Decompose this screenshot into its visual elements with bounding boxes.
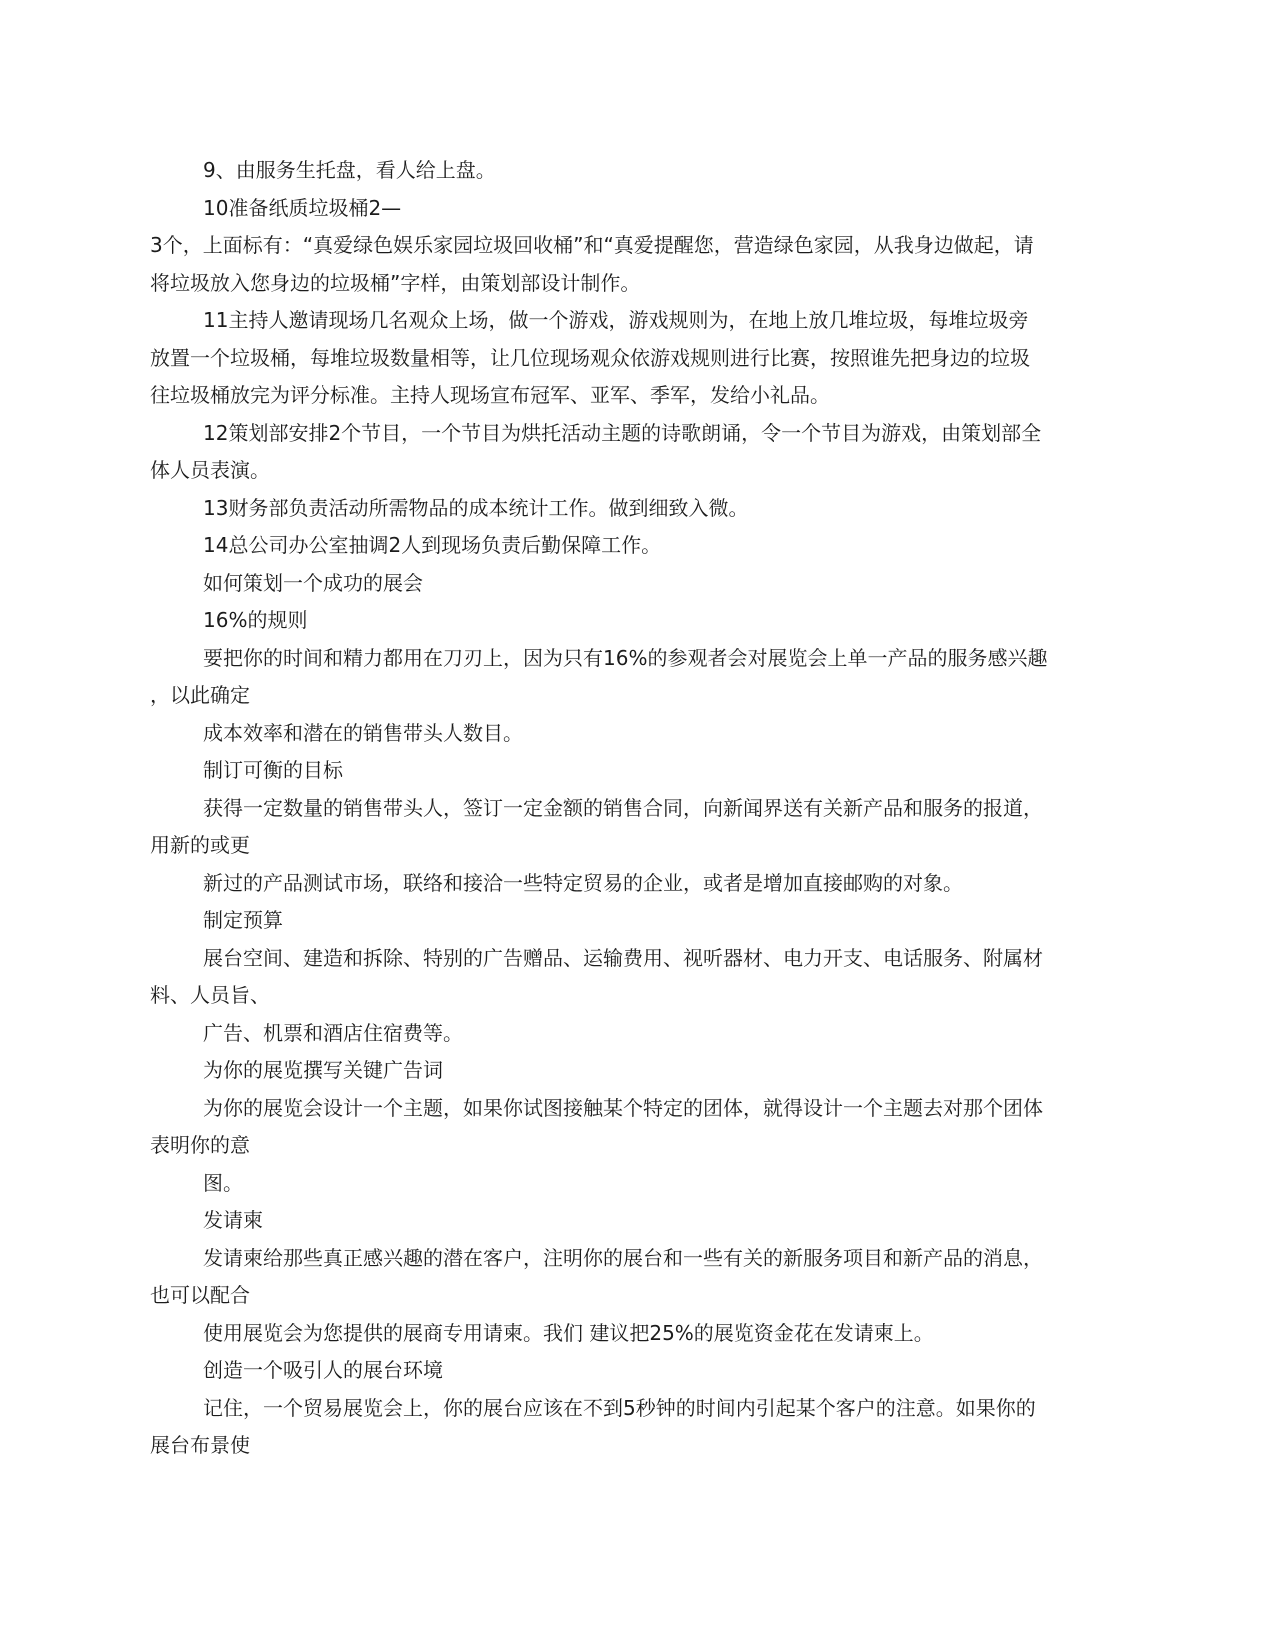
paragraph-line-indented: 为你的展览撰写关键广告词 [203, 1058, 443, 1082]
paragraph-line-indented: 9、由服务生托盘，看人给上盘。 [203, 158, 496, 182]
paragraph-line-indented: 新过的产品测试市场，联络和接洽一些特定贸易的企业，或者是增加直接邮购的对象。 [203, 870, 963, 895]
paragraph-line: 展台布景使 [150, 1433, 250, 1457]
paragraph-line-indented: 图。 [203, 1170, 243, 1195]
paragraph-line-indented: 12策划部安排2个节目，一个节目为烘托活动主题的诗歌朗诵，令一个节目为游戏，由策划部全 [203, 420, 1042, 445]
paragraph-line-indented: 广告、机票和酒店住宿费等。 [203, 1020, 463, 1045]
paragraph-line: 3个，上面标有：“真爱绿色娱乐家园垃圾回收桶”和“真爱提醒您，营造绿色家园，从我身边做起，请 [150, 233, 1034, 257]
paragraph-line-indented: 13财务部负责活动所需物品的成本统计工作。做到细致入微。 [203, 495, 749, 520]
paragraph-line-indented: 要把你的时间和精力都用在刀刃上，因为只有16%的参观者会对展览会上单一产品的服务感兴趣 [203, 645, 1048, 670]
paragraph-line: 放置一个垃圾桶，每堆垃圾数量相等，让几位现场观众依游戏规则进行比赛，按照谁先把身边的垃圾 [150, 345, 1030, 370]
paragraph-line-indented: 发请柬给那些真正感兴趣的潜在客户，注明你的展台和一些有关的新服务项目和新产品的消息， [203, 1245, 1043, 1270]
paragraph-line-indented: 成本效率和潜在的销售带头人数目。 [203, 720, 523, 745]
paragraph-line-indented: 创造一个吸引人的展台环境 [203, 1358, 443, 1382]
paragraph-line-indented: 记住，一个贸易展览会上，你的展台应该在不到5秒钟的时间内引起某个客户的注意。如果你的 [203, 1395, 1036, 1420]
paragraph-line: 料、人员旨、 [150, 983, 270, 1007]
paragraph-line: 往垃圾桶放完为评分标准。主持人现场宣布冠军、亚军、季军，发给小礼品。 [150, 383, 830, 407]
paragraph-line: 表明你的意 [150, 1133, 250, 1157]
paragraph-line-indented: 如何策划一个成功的展会 [203, 570, 423, 595]
paragraph-line-indented: 使用展览会为您提供的展商专用请柬。我们 建议把25%的展览资金花在发请柬上。 [203, 1320, 934, 1345]
paragraph-line-indented: 获得一定数量的销售带头人，签订一定金额的销售合同，向新闻界送有关新产品和服务的报道， [203, 795, 1043, 820]
paragraph-line-indented: 16%的规则 [203, 608, 308, 632]
paragraph-line: 用新的或更 [150, 833, 250, 857]
paragraph-line-indented: 发请柬 [203, 1208, 263, 1232]
paragraph-line: 也可以配合 [150, 1283, 250, 1307]
paragraph-line-indented: 展台空间、建造和拆除、特别的广告赠品、运输费用、视听器材、电力开支、电话服务、附属材 [203, 945, 1043, 970]
paragraph-line-indented: 为你的展览会设计一个主题，如果你试图接触某个特定的团体，就得设计一个主题去对那个团体 [203, 1095, 1043, 1120]
paragraph-line-indented: 11主持人邀请现场几名观众上场，做一个游戏，游戏规则为，在地上放几堆垃圾，每堆垃圾旁 [203, 308, 1029, 332]
paragraph-line-indented: 10准备纸质垃圾桶2— [203, 195, 402, 220]
paragraph-line-indented: 14总公司办公室抽调2人到现场负责后勤保障工作。 [203, 533, 662, 557]
paragraph-line: 将垃圾放入您身边的垃圾桶”字样，由策划部设计制作。 [150, 270, 641, 295]
paragraph-line: 体人员表演。 [150, 458, 270, 482]
document-body [150, 152, 1120, 1465]
paragraph-line-indented: 制定预算 [203, 908, 283, 932]
paragraph-line: ，以此确定 [150, 683, 250, 707]
paragraph-line-indented: 制订可衡的目标 [203, 758, 343, 782]
